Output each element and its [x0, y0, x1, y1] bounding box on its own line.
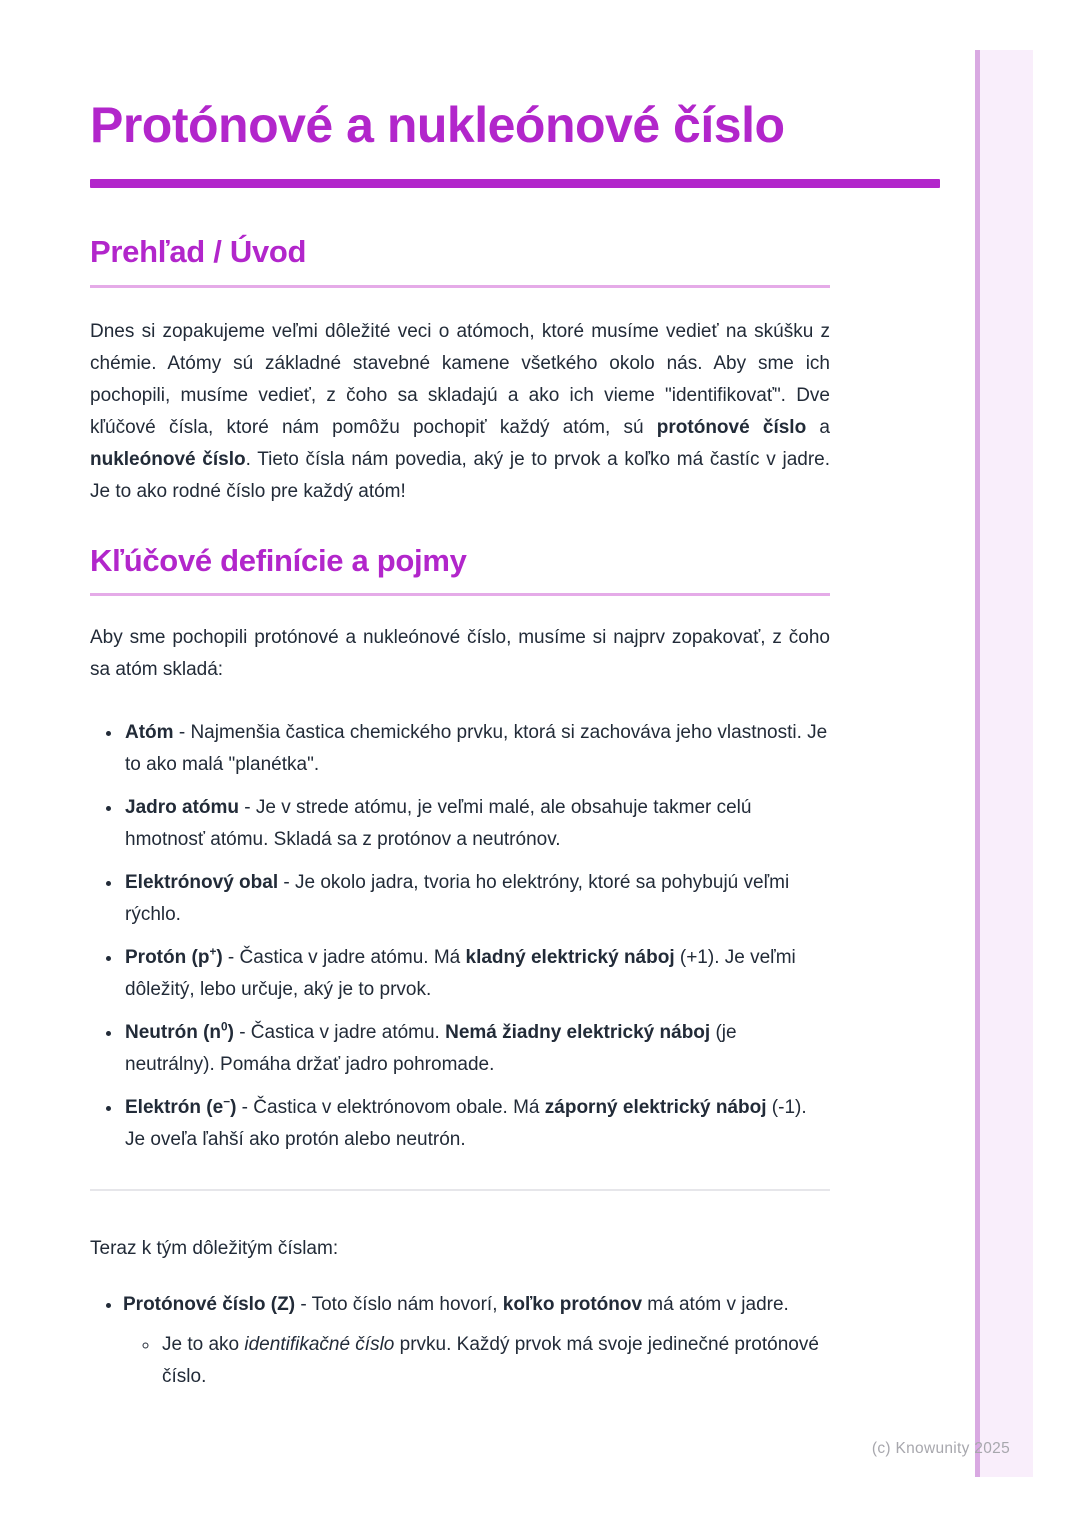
section-heading-definitions: Kľúčové definície a pojmy: [90, 542, 467, 578]
proton-number-text: Protónové číslo (Z) - Toto číslo nám hovorí, koľko protónov má atóm v jadre.: [123, 1294, 789, 1316]
list-item-proton-number: [123, 1289, 830, 1393]
section-underline: [90, 285, 830, 288]
title-underline: [90, 179, 940, 188]
section-heading-overview: Prehľad / Úvod: [90, 234, 307, 269]
list-item-electron: • Elektrón (e−) - Častica v elektrónovom obale. Má záporný elektrický náboj (-1). Je oveľa ľahší ako protón alebo neutrón.: [123, 1092, 830, 1156]
definitions-list: [90, 717, 830, 1156]
definitions-intro-paragraph: Aby sme pochopili protónové a nukleónové číslo, musíme si najprv zopakovať, z čoho sa atóm skladá:: [90, 627, 830, 681]
section-definitions: [90, 543, 830, 1394]
section-overview: [90, 234, 830, 508]
side-accent-stripe: [975, 50, 1033, 1477]
overview-paragraph: Dnes si zopakujeme veľmi dôležité veci o atómoch, ktoré musíme vedieť na skúšku z chémie. Atómy sú základné stavebné kamene všetkého okolo nás. Aby sme ich pochopili, musíme vedieť, z čoho sa skladajú a ako ich vieme "identifikovať". Dve kľúčové čísla, ktoré nám pomôžu pochopiť každý atóm, sú protónové číslo a nukleónové číslo. Tieto čísla nám povedia, aký je to prvok a koľko má častíc v jadre. Je to ako rodné číslo pre každý atóm!: [90, 320, 831, 502]
transition-paragraph: Teraz k tým dôležitým číslam:: [90, 1238, 339, 1260]
content-divider: [90, 1189, 830, 1191]
copyright-footer: (c) Knowunity 2025: [871, 1440, 1010, 1457]
content-column: [90, 0, 830, 1393]
sub-list-item-id-number: ◦ Je to ako identifikačné číslo prvku. Každý prvok má svoje jedinečné protónové číslo.: [160, 1329, 830, 1393]
section-underline: [90, 593, 830, 596]
proton-number-sublist: [123, 1329, 830, 1393]
list-item-proton: • Protón (p+) - Častica v jadre atómu. Má kladný elektrický náboj (+1). Je veľmi dôležitý, lebo určuje, aký je to prvok.: [123, 942, 830, 1006]
list-item-neutron: • Neutrón $(n^0)$ - Častica v jadre atómu. Nemá žiadny elektrický náboj (je neutrálny). Pomáha držať jadro pohromade.: [123, 1017, 830, 1081]
numbers-list: [90, 1289, 830, 1393]
list-item-atom: • Atóm - Najmenšia častica chemického prvku, ktorá si zachováva jeho vlastnosti. Je to ako malá "planétka".: [123, 717, 830, 781]
list-item-nucleus: • Jadro atómu - Je v strede atómu, je veľmi malé, ale obsahuje takmer celú hmotnosť atómu. Skladá sa z protónov a neutrónov.: [123, 792, 830, 856]
page-title: Protónové a nukleónové číslo: [90, 97, 785, 153]
list-item-electron-shell: • Elektrónový obal - Je okolo jadra, tvoria ho elektróny, ktoré sa pohybujú veľmi rýchlo.: [123, 867, 830, 931]
